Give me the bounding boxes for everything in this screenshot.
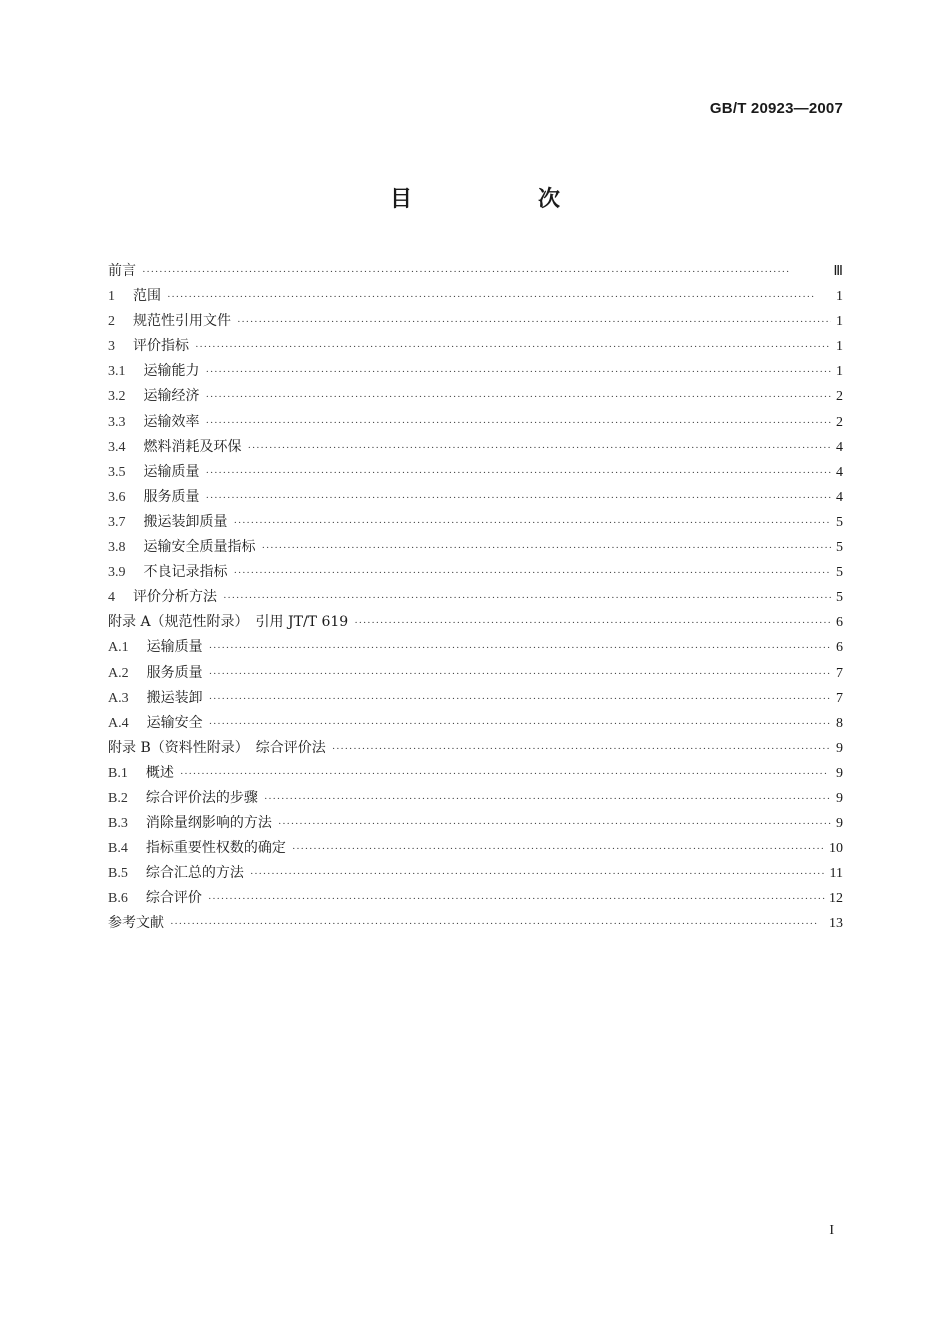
toc-entry-label: 综合汇总的方法 xyxy=(145,865,244,882)
toc-entry-number: A.1 xyxy=(108,640,129,656)
toc-entry-number: 4 xyxy=(108,590,115,606)
toc-entry-number: 3.5 xyxy=(108,464,126,480)
toc-entry-page: 5 xyxy=(836,590,843,606)
toc-entry-page: 12 xyxy=(829,891,843,907)
toc-entry-page: 7 xyxy=(836,690,843,706)
toc-entry-page: 9 xyxy=(836,740,843,756)
toc-entry-number: B.6 xyxy=(108,891,128,907)
toc-entry-number: 1 xyxy=(108,289,115,305)
toc-entry[interactable] xyxy=(108,861,843,886)
toc-entry[interactable] xyxy=(108,309,843,334)
toc-entry-number: 3 xyxy=(108,339,115,355)
toc-entry-number: 2 xyxy=(108,314,115,330)
toc-entry-label: 附录 B（资料性附录） 综合评价法 xyxy=(108,739,326,756)
toc-leader-dots xyxy=(206,411,832,436)
toc-entry-number: B.3 xyxy=(108,816,128,832)
toc-entry-label: 综合评价 xyxy=(145,890,202,907)
toc-entry-label: 运输安全质量指标 xyxy=(143,539,256,556)
toc-entry-page: 5 xyxy=(836,514,843,530)
toc-leader-dots xyxy=(250,862,826,887)
toc-entry-number: 3.7 xyxy=(108,514,126,530)
toc-leader-dots xyxy=(332,737,831,762)
toc-leader-dots xyxy=(209,687,831,712)
toc-entry-number: A.4 xyxy=(108,715,129,731)
toc-entry-label: 指标重要性权数的确定 xyxy=(145,840,286,857)
toc-entry[interactable] xyxy=(108,510,843,535)
toc-leader-dots xyxy=(223,586,831,611)
toc-entry-label: 运输效率 xyxy=(143,413,200,430)
toc-entry-label: 前言 xyxy=(108,263,136,279)
toc-entry-page: 4 xyxy=(836,439,843,455)
toc-entry-label: 搬运装卸质量 xyxy=(143,513,228,530)
toc-entry-label: 参考文献 xyxy=(108,915,164,932)
toc-entry[interactable] xyxy=(108,384,843,409)
toc-entry-label: 不良记录指标 xyxy=(143,564,228,581)
toc-entry-label: 评价分析方法 xyxy=(133,589,217,606)
toc-entry-page: Ⅲ xyxy=(833,264,843,279)
toc-entry-page: 4 xyxy=(836,489,843,505)
toc-entry[interactable] xyxy=(108,886,843,911)
toc-entry-page: 13 xyxy=(829,916,843,932)
toc-leader-dots xyxy=(262,536,832,561)
toc-entry-page: 1 xyxy=(836,289,843,305)
toc-entry[interactable] xyxy=(108,911,843,936)
toc-leader-dots xyxy=(234,511,832,536)
toc-entry-label: 消除量纲影响的方法 xyxy=(145,815,272,832)
toc-entry-label: 燃料消耗及环保 xyxy=(143,438,242,455)
toc-entry[interactable] xyxy=(108,259,843,284)
toc-entry-number: B.5 xyxy=(108,866,128,882)
toc-entry[interactable] xyxy=(108,635,843,660)
toc-entry-page: 5 xyxy=(836,540,843,556)
toc-entry-number: 3.8 xyxy=(108,540,126,556)
toc-entry-label: 服务质量 xyxy=(146,664,203,681)
table-of-contents xyxy=(108,259,843,937)
page-title: 目 次 xyxy=(389,187,612,212)
toc-entry[interactable] xyxy=(108,284,843,309)
toc-entry[interactable] xyxy=(108,836,843,861)
toc-entry-number: A.2 xyxy=(108,665,129,681)
toc-entry-page: 1 xyxy=(836,314,843,330)
toc-entry-page: 10 xyxy=(829,841,843,857)
toc-entry[interactable] xyxy=(108,811,843,836)
toc-entry-label: 运输质量 xyxy=(146,639,203,656)
toc-entry-label: 概述 xyxy=(145,764,174,781)
toc-leader-dots xyxy=(180,762,831,787)
toc-entry-page: 6 xyxy=(836,640,843,656)
standard-number: GB/T 20923—2007 xyxy=(709,100,843,117)
toc-entry-number: B.1 xyxy=(108,765,128,781)
toc-entry[interactable] xyxy=(108,435,843,460)
toc-entry[interactable] xyxy=(108,334,843,359)
toc-entry-label: 规范性引用文件 xyxy=(133,313,231,330)
toc-entry[interactable] xyxy=(108,410,843,435)
toc-leader-dots xyxy=(167,285,831,310)
toc-leader-dots xyxy=(234,561,832,586)
toc-leader-dots xyxy=(206,385,832,410)
toc-leader-dots xyxy=(354,611,831,636)
toc-entry-number: 3.9 xyxy=(108,565,126,581)
toc-entry-page: 1 xyxy=(836,364,843,380)
toc-leader-dots xyxy=(209,636,831,661)
toc-entry[interactable] xyxy=(108,610,843,635)
toc-entry-label: 评价指标 xyxy=(133,338,189,355)
toc-entry-page: 1 xyxy=(836,339,843,355)
toc-entry-page: 7 xyxy=(836,665,843,681)
toc-entry-page: 9 xyxy=(836,816,843,832)
toc-entry-label: 运输能力 xyxy=(143,363,200,380)
toc-leader-dots xyxy=(292,837,825,862)
toc-entry[interactable] xyxy=(108,560,843,585)
toc-leader-dots xyxy=(195,335,831,360)
toc-leader-dots xyxy=(170,912,825,937)
toc-entry-number: 3.2 xyxy=(108,389,126,405)
toc-entry-page: 11 xyxy=(829,866,843,882)
toc-entry-label: 搬运装卸 xyxy=(146,689,203,706)
toc-entry[interactable] xyxy=(108,359,843,384)
toc-leader-dots xyxy=(248,436,832,461)
toc-entry-number: 3.4 xyxy=(108,439,126,455)
toc-entry-number: B.4 xyxy=(108,841,128,857)
toc-entry-page: 9 xyxy=(836,765,843,781)
toc-entry-number: 3.1 xyxy=(108,364,126,380)
toc-entry-page: 2 xyxy=(836,414,843,430)
toc-entry-label: 运输安全 xyxy=(146,714,203,731)
toc-entry-number: B.2 xyxy=(108,790,128,806)
toc-entry[interactable] xyxy=(108,485,843,510)
toc-entry[interactable] xyxy=(108,460,843,485)
toc-entry-page: 9 xyxy=(836,790,843,806)
toc-entry-number: 3.3 xyxy=(108,414,126,430)
toc-leader-dots xyxy=(206,461,832,486)
toc-entry-page: 6 xyxy=(836,615,843,631)
toc-entry-label: 范围 xyxy=(133,288,161,305)
toc-entry-label: 运输经济 xyxy=(143,388,200,405)
toc-entry-label: 服务质量 xyxy=(143,488,200,505)
toc-entry[interactable] xyxy=(108,585,843,610)
toc-entry[interactable] xyxy=(108,711,843,736)
toc-entry-number: A.3 xyxy=(108,690,129,706)
toc-entry[interactable] xyxy=(108,761,843,786)
toc-entry[interactable] xyxy=(108,686,843,711)
toc-entry[interactable] xyxy=(108,535,843,560)
toc-leader-dots xyxy=(278,812,831,837)
toc-entry-page: 2 xyxy=(836,389,843,405)
toc-leader-dots xyxy=(264,787,831,812)
toc-leader-dots xyxy=(237,310,831,335)
toc-entry-label: 综合评价法的步骤 xyxy=(145,789,258,806)
toc-leader-dots xyxy=(208,887,825,912)
toc-entry-page: 5 xyxy=(836,565,843,581)
toc-entry-label: 运输质量 xyxy=(143,463,200,480)
toc-leader-dots xyxy=(206,360,832,385)
toc-entry[interactable] xyxy=(108,661,843,686)
toc-leader-dots xyxy=(209,712,831,737)
toc-entry[interactable] xyxy=(108,736,843,761)
toc-entry-number: 3.6 xyxy=(108,489,126,505)
toc-leader-dots xyxy=(142,260,829,285)
page-number: I xyxy=(829,1223,834,1238)
toc-leader-dots xyxy=(206,486,832,511)
toc-entry-page: 4 xyxy=(836,464,843,480)
toc-entry-page: 8 xyxy=(836,715,843,731)
toc-entry-label: 附录 A（规范性附录） 引用 JT/T 619 xyxy=(108,614,349,631)
toc-entry[interactable] xyxy=(108,786,843,811)
toc-leader-dots xyxy=(209,662,831,687)
